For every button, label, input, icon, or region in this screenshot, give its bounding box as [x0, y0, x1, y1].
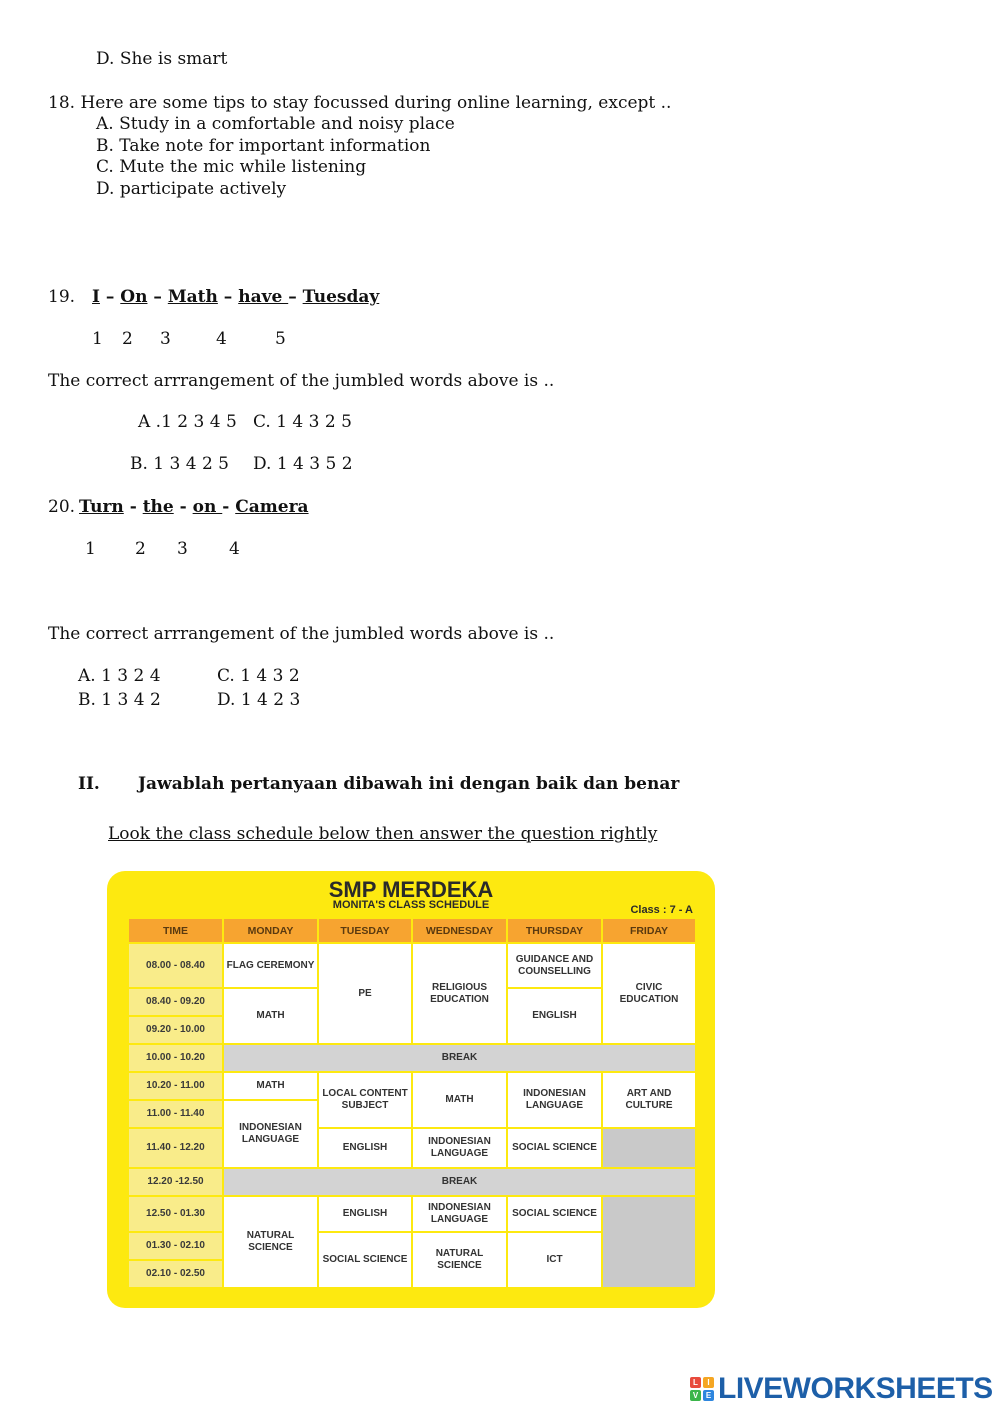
q20-word-1: Turn [79, 497, 124, 517]
table-row [128, 1168, 696, 1196]
break-cell: BREAK [223, 1044, 696, 1072]
q18-option-d: D. participate actively [96, 179, 287, 199]
schedule-cell: INDONESIAN LANGUAGE [223, 1100, 318, 1168]
schedule-class-label: Class : 7 - A [630, 904, 693, 916]
q19-word-3: Math [167, 287, 218, 307]
q19-sep: – [147, 287, 168, 307]
q19-option-c: C. 1 4 3 2 5 [253, 412, 352, 432]
q20-option-c: C. 1 4 3 2 [217, 666, 300, 686]
q19-word-5: Tuesday [302, 287, 380, 307]
q20-sep: - [173, 497, 193, 517]
q20-option-b: B. 1 3 4 2 [78, 690, 161, 710]
schedule-cell: LOCAL CONTENT SUBJECT [318, 1072, 412, 1128]
schedule-header-row [128, 918, 696, 943]
empty-cell [602, 1196, 696, 1288]
empty-cell [602, 1128, 696, 1168]
schedule-cell: NATURAL SCIENCE [223, 1196, 318, 1288]
schedule-table [127, 917, 697, 1289]
schedule-cell: MATH [412, 1072, 507, 1128]
liveworksheets-logo [690, 1374, 993, 1404]
q19-num-4: 4 [216, 329, 227, 349]
q19-word-1: I [92, 287, 100, 307]
header-friday: FRIDAY [602, 918, 696, 943]
q20-option-d: D. 1 4 2 3 [217, 690, 301, 710]
schedule-cell: RELIGIOUS EDUCATION [412, 943, 507, 1044]
time-cell: 10.20 - 11.00 [128, 1072, 223, 1100]
logo-tile: V [690, 1390, 701, 1401]
schedule-school-name: SMP MERDEKA [328, 877, 494, 902]
time-cell: 12.50 - 01.30 [128, 1196, 223, 1232]
q17-option-d: D. She is smart [96, 49, 228, 69]
q19-num-5: 5 [275, 329, 286, 349]
q20-num-1: 1 [85, 539, 96, 559]
q20-word-4: Camera [235, 497, 309, 517]
q19-num-1: 1 [92, 329, 103, 349]
q19-num-3: 3 [160, 329, 171, 349]
q19-option-b: B. 1 3 4 2 5 [130, 454, 229, 474]
q19-word-2: On [120, 287, 148, 307]
class-schedule [107, 871, 715, 1308]
time-cell: 02.10 - 02.50 [128, 1260, 223, 1288]
time-cell: 01.30 - 02.10 [128, 1232, 223, 1260]
section-heading: Jawablah pertanyaan dibawah ini dengan baik dan benar [138, 774, 680, 794]
header-time: TIME [128, 918, 223, 943]
header-thursday: THURSDAY [507, 918, 602, 943]
schedule-cell: ENGLISH [318, 1128, 412, 1168]
section-numeral: II. [78, 774, 100, 794]
schedule-subtitle: MONITA'S CLASS SCHEDULE [332, 899, 490, 911]
q19-sep: – [288, 287, 303, 307]
schedule-cell: SOCIAL SCIENCE [507, 1128, 602, 1168]
q20-word-3: on [192, 497, 223, 517]
q19-number: 19. [48, 287, 76, 307]
logo-tile: E [703, 1390, 714, 1401]
schedule-cell: ENGLISH [507, 988, 602, 1044]
section-instruction [108, 823, 657, 845]
schedule-cell: MATH [223, 988, 318, 1044]
schedule-cell: SOCIAL SCIENCE [507, 1196, 602, 1232]
q20-number: 20. [48, 497, 76, 517]
q19-word-4: have [238, 287, 289, 307]
q19-option-d: D. 1 4 3 5 2 [253, 454, 353, 474]
schedule-cell: ART AND CULTURE [602, 1072, 696, 1128]
time-cell: 08.40 - 09.20 [128, 988, 223, 1016]
q19-sep: – [217, 287, 239, 307]
time-cell: 09.20 - 10.00 [128, 1016, 223, 1044]
schedule-cell: INDONESIAN LANGUAGE [507, 1072, 602, 1128]
q20-jumbled-words [79, 496, 309, 518]
q19-option-a: A .1 2 3 4 5 [138, 412, 237, 432]
q19-jumbled-words [92, 286, 379, 308]
q20-num-3: 3 [177, 539, 188, 559]
time-cell: 12.20 -12.50 [128, 1168, 223, 1196]
time-cell: 08.00 - 08.40 [128, 943, 223, 988]
q19-sep: – [99, 287, 121, 307]
q18-option-c: C. Mute the mic while listening [96, 157, 367, 177]
table-row [128, 1196, 696, 1232]
schedule-cell: INDONESIAN LANGUAGE [412, 1128, 507, 1168]
logo-tile: I [703, 1377, 714, 1388]
header-tuesday: TUESDAY [318, 918, 412, 943]
table-row [128, 943, 696, 988]
break-cell: BREAK [223, 1168, 696, 1196]
q20-option-a: A. 1 3 2 4 [78, 666, 161, 686]
schedule-cell: FLAG CEREMONY [223, 943, 318, 988]
q20-word-2: the [142, 497, 174, 517]
logo-blocks-icon [690, 1377, 714, 1401]
q20-num-2: 2 [135, 539, 146, 559]
q20-num-4: 4 [229, 539, 240, 559]
time-cell: 11.00 - 11.40 [128, 1100, 223, 1128]
logo-wordmark: LIVEWORKSHEETS [718, 1372, 993, 1405]
table-row [128, 1044, 696, 1072]
header-monday: MONDAY [223, 918, 318, 943]
q18-option-b: B. Take note for important information [96, 136, 431, 156]
schedule-cell: CIVIC EDUCATION [602, 943, 696, 1044]
schedule-cell: PE [318, 943, 412, 1044]
table-row [128, 1128, 696, 1168]
q18-option-a: A. Study in a comfortable and noisy place [96, 114, 455, 134]
header-wednesday: WEDNESDAY [412, 918, 507, 943]
time-cell: 11.40 - 12.20 [128, 1128, 223, 1168]
schedule-cell: MATH [223, 1072, 318, 1100]
schedule-cell: ICT [507, 1232, 602, 1288]
section-instruction-text: Look the class schedule below then answer the question rightly [108, 824, 658, 844]
q18-stem: 18. Here are some tips to stay focussed during online learning, except .. [48, 93, 672, 113]
schedule-cell: INDONESIAN LANGUAGE [412, 1196, 507, 1232]
table-row [128, 1072, 696, 1100]
logo-tile: L [690, 1377, 701, 1388]
q20-sep: - [123, 497, 143, 517]
time-cell: 10.00 - 10.20 [128, 1044, 223, 1072]
schedule-cell: ENGLISH [318, 1196, 412, 1232]
schedule-cell: SOCIAL SCIENCE [318, 1232, 412, 1288]
q19-num-2: 2 [122, 329, 133, 349]
schedule-cell: GUIDANCE AND COUNSELLING [507, 943, 602, 988]
q20-sep: - [222, 497, 236, 517]
schedule-cell: NATURAL SCIENCE [412, 1232, 507, 1288]
q19-instruction: The correct arrrangement of the jumbled words above is .. [48, 371, 555, 391]
q20-instruction: The correct arrrangement of the jumbled words above is .. [48, 624, 555, 644]
